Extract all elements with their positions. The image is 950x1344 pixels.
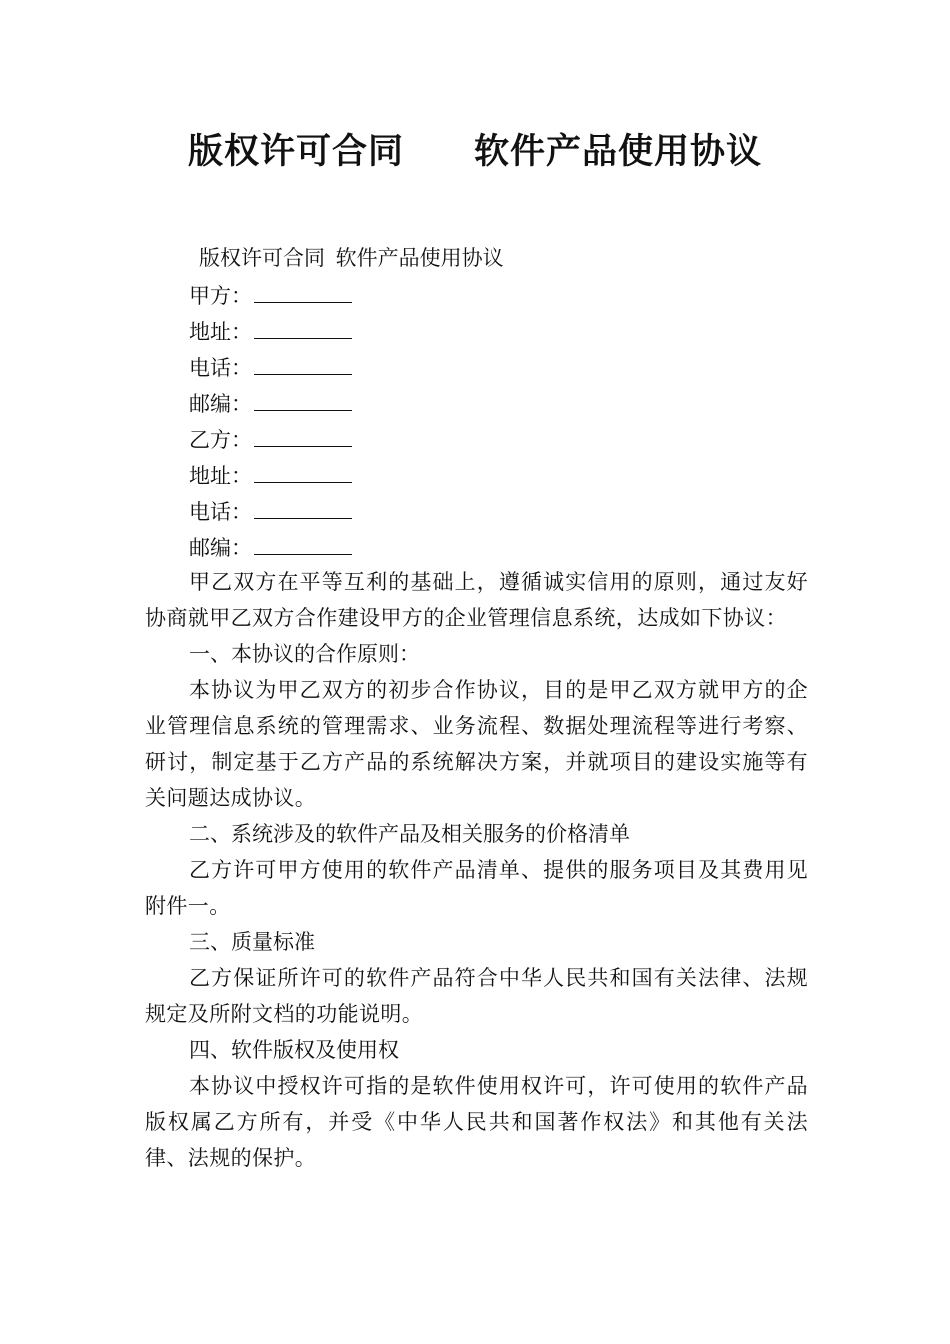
field-label: 乙方： <box>189 428 252 452</box>
party-a-name-field <box>145 276 808 312</box>
section-heading-4: 四、软件版权及使用权 <box>189 1038 399 1062</box>
page-title <box>0 124 950 180</box>
section-heading-1: 一、本协议的合作原则： <box>189 642 420 666</box>
intro-paragraph: 甲乙双方在平等互利的基础上，遵循诚实信用的原则，通过友好协商就甲乙双方合作建设甲方的企业管理信息系统，达成如下协议： <box>145 570 808 630</box>
document-subtitle: 版权许可合同 软件产品使用协议 <box>199 246 504 270</box>
field-blank-line <box>254 528 352 555</box>
field-blank-line <box>254 420 352 447</box>
party-b-address-field <box>145 456 808 492</box>
field-label: 甲方： <box>189 284 252 308</box>
section-body-3: 乙方保证所许可的软件产品符合中华人民共和国有关法律、法规规定及所附文档的功能说明。 <box>145 966 808 1026</box>
section-heading-3: 三、质量标准 <box>189 930 315 954</box>
section-body-4: 本协议中授权许可指的是软件使用权许可，许可使用的软件产品版权属乙方所有，并受《中华人民共和国著作权法》和其他有关法律、法规的保护。 <box>145 1074 808 1170</box>
title-part-1: 版权许可合同 <box>187 132 404 172</box>
party-b-postcode-field <box>145 528 808 564</box>
field-label: 邮编： <box>189 392 252 416</box>
field-label: 电话： <box>189 356 252 380</box>
field-blank-line <box>254 384 352 411</box>
field-label: 电话： <box>189 500 252 524</box>
party-a-phone-field <box>145 348 808 384</box>
party-b-name-field <box>145 420 808 456</box>
section-body-1: 本协议为甲乙双方的初步合作协议，目的是甲乙双方就甲方的企业管理信息系统的管理需求、业务流程、数据处理流程等进行考察、研讨，制定基于乙方产品的系统解决方案，并就项目的建设实施等有关问题达成协议。 <box>145 678 808 810</box>
section-heading-2: 二、系统涉及的软件产品及相关服务的价格清单 <box>189 822 630 846</box>
party-b-phone-field <box>145 492 808 528</box>
section-body-2: 乙方许可甲方使用的软件产品清单、提供的服务项目及其费用见附件一。 <box>145 858 808 918</box>
field-blank-line <box>254 276 352 303</box>
title-part-2: 软件产品使用协议 <box>474 132 763 172</box>
field-blank-line <box>254 348 352 375</box>
field-blank-line <box>254 492 352 519</box>
document-body <box>145 240 808 1176</box>
field-label: 邮编： <box>189 536 252 560</box>
party-a-postcode-field <box>145 384 808 420</box>
field-label: 地址： <box>189 320 252 344</box>
field-blank-line <box>254 312 352 339</box>
field-blank-line <box>254 456 352 483</box>
party-a-address-field <box>145 312 808 348</box>
field-label: 地址： <box>189 464 252 488</box>
